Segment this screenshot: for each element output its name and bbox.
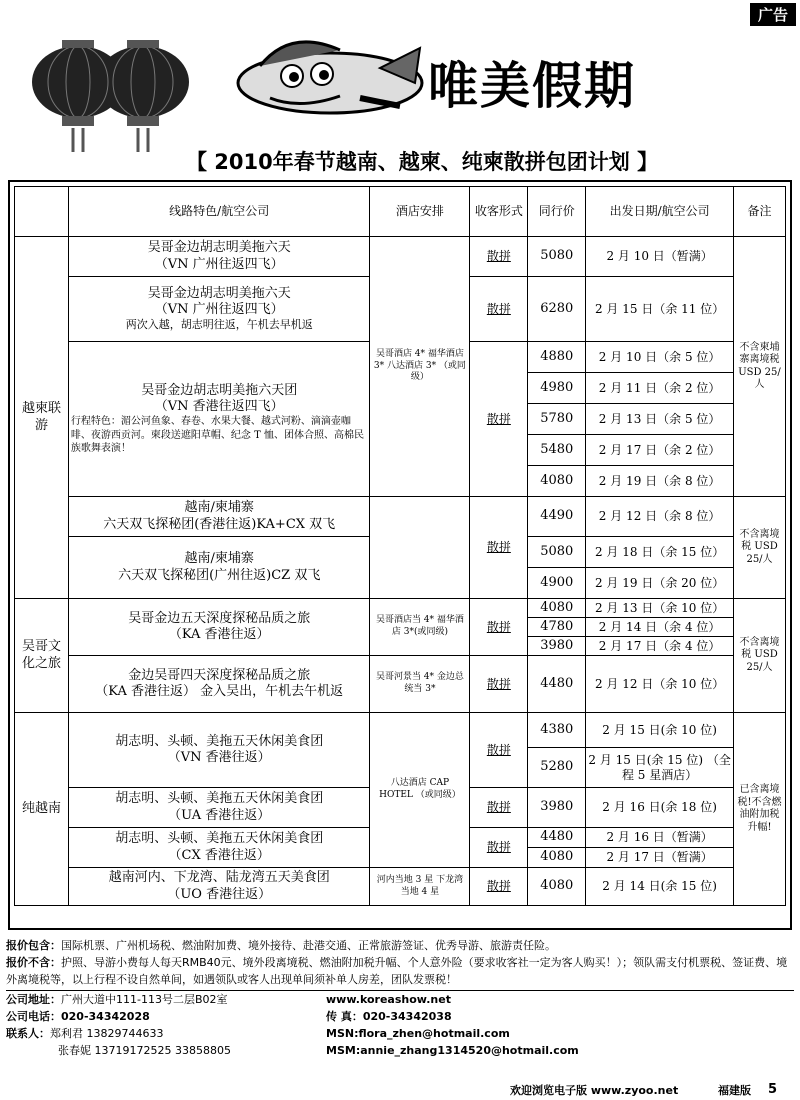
price-cell: 4080: [528, 599, 586, 618]
price-cell: 5080: [528, 537, 586, 568]
price-cell: 3980: [528, 788, 586, 828]
type-cell: 散拼: [470, 713, 528, 788]
price-excludes: 报价不含：护照、导游小费每人每天RMB40元、境外段离境税、燃油附加税升幅、个人意外险（要求收客社一定为客人购买！）；领队需支付机票税、签证费、境外离境税等，以上行程不设自然单间，如遇领队或客人出现单间须补单人房差，团队发票税！: [6, 956, 788, 986]
price-cell: 5280: [528, 748, 586, 788]
table-row: [15, 237, 786, 277]
date-cell: 2 月 17 日（余 2 位）: [586, 435, 734, 466]
note-cell: 已含离境税!不含燃油附加税升幅!: [734, 713, 786, 906]
edition-label: 福建版: [718, 1084, 751, 1097]
contact-row-2: 张春妮 13719172525 33858805 MSM:annie_zhang1314520@hotmail.com: [58, 1044, 579, 1057]
route-cell: 吴哥金边胡志明美拖六天 （VN 广州往返四飞）: [68, 237, 370, 277]
date-cell: 2 月 12 日（余 10 位）: [586, 656, 734, 713]
contact-row-1: 联系人：郑利君 13829744633 MSN:flora_zhen@hotmail.com: [6, 1027, 510, 1040]
table-row: [15, 656, 786, 713]
date-cell: 2 月 10 日（余 5 位）: [586, 342, 734, 373]
header-blank: [15, 187, 69, 237]
table-row: [15, 868, 786, 906]
type-cell: 散拼: [470, 237, 528, 277]
table-row: [15, 713, 786, 748]
group-yuejian: 越柬联游: [15, 237, 69, 599]
route-cell: 胡志明、头顿、美拖五天休闲美食团 （VN 香港往返）: [68, 713, 370, 788]
date-cell: 2 月 10 日（暂满）: [586, 237, 734, 277]
table-row: [15, 599, 786, 618]
type-cell: 散拼: [470, 828, 528, 868]
date-cell: 2 月 11 日（余 2 位）: [586, 373, 734, 404]
price-cell: 4780: [528, 618, 586, 637]
price-cell: 4490: [528, 497, 586, 537]
note-cell: 不含柬埔寨离境税 USD 25/人: [734, 237, 786, 497]
price-includes: 报价包含：国际机票、广州机场税、燃油附加费、境外接待、赴港交通、正常旅游签证、优秀导游、旅游责任险。: [6, 939, 556, 952]
ad-tag: 广告: [750, 3, 796, 26]
website-link[interactable]: www.koreashow.net: [326, 993, 451, 1006]
note-cell: 不含离境税 USD 25/人: [734, 599, 786, 713]
welcome-text: 欢迎浏览电子版 www.zyoo.net: [510, 1084, 679, 1097]
price-cell: 4380: [528, 713, 586, 748]
header-price: 同行价: [528, 187, 586, 237]
hotel-cell-empty: [370, 497, 470, 599]
table-row: [15, 497, 786, 537]
mascot-plane-icon: [230, 28, 430, 128]
header-note: 备注: [734, 187, 786, 237]
route-cell: 吴哥金边胡志明美拖六天团 （VN 香港往返四飞） 行程特色：湄公河鱼象、春卷、水果大餐、越式河粉、滴滴壶咖啡、夜游西贡河。柬段送遮阳草帽、纪念 T 恤、团体合照、高棉民族歌舞表演！: [68, 342, 370, 497]
price-cell: 4080: [528, 466, 586, 497]
lantern-illustration: [18, 22, 208, 162]
footer-info: [6, 937, 794, 1059]
type-cell: 散拼: [470, 277, 528, 342]
address-row: 公司地址：广州大道中111-113号二层B02室 www.koreashow.net: [6, 993, 451, 1006]
route-cell: 越南/柬埔寨 六天双飞探秘团(香港往返)KA+CX 双飞: [68, 497, 370, 537]
price-cell: 5480: [528, 435, 586, 466]
date-cell: 2 月 19 日（余 20 位）: [586, 568, 734, 599]
page-number: 5: [768, 1082, 778, 1097]
date-cell: 2 月 19 日（余 8 位）: [586, 466, 734, 497]
type-cell: 散拼: [470, 599, 528, 656]
route-cell: 胡志明、头顿、美拖五天休闲美食团 （UA 香港往返）: [68, 788, 370, 828]
date-cell: 2 月 15 日(余 15 位) （全程 5 星酒店）: [586, 748, 734, 788]
tour-table: [14, 186, 786, 906]
price-cell: 4480: [528, 656, 586, 713]
price-cell: 4980: [528, 373, 586, 404]
price-cell: 3980: [528, 637, 586, 656]
date-cell: 2 月 15 日(余 10 位): [586, 713, 734, 748]
type-cell: 散拼: [470, 342, 528, 497]
date-cell: 2 月 15 日（余 11 位）: [586, 277, 734, 342]
group-chunyue: 纯越南: [15, 713, 69, 906]
date-cell: 2 月 16 日（暂满）: [586, 828, 734, 848]
date-cell: 2 月 17 日（暂满）: [586, 848, 734, 868]
route-cell: 吴哥金边胡志明美拖六天 （VN 广州往返四飞） 两次入越，胡志明往返，午机去早机返: [68, 277, 370, 342]
type-cell: 散拼: [470, 788, 528, 828]
hotel-cell: 河内当地 3 星 下龙湾当地 4 星: [370, 868, 470, 906]
note-cell: 不含离境税 USD 25/人: [734, 497, 786, 599]
date-cell: 2 月 17 日（余 4 位）: [586, 637, 734, 656]
type-cell: 散拼: [470, 656, 528, 713]
group-wenhua: 吴哥文化之旅: [15, 599, 69, 713]
hotel-cell: 八达酒店 CAP HOTEL （或同级）: [370, 713, 470, 868]
price-cell: 4080: [528, 868, 586, 906]
phone-row: 公司电话：020-34342028 传 真： 020-34342038: [6, 1010, 452, 1023]
price-cell: 5080: [528, 237, 586, 277]
header-hotel: 酒店安排: [370, 187, 470, 237]
date-cell: 2 月 13 日（余 10 位）: [586, 599, 734, 618]
price-cell: 4900: [528, 568, 586, 599]
route-cell: 越南/柬埔寨 六天双飞探秘团(广州往返)CZ 双飞: [68, 537, 370, 599]
route-cell: 越南河内、下龙湾、陆龙湾五天美食团 （UO 香港往返）: [68, 868, 370, 906]
price-cell: 6280: [528, 277, 586, 342]
page-title: 唯美假期: [428, 57, 636, 115]
route-cell: 胡志明、头顿、美拖五天休闲美食团 （CX 香港往返）: [68, 828, 370, 868]
price-cell: 5780: [528, 404, 586, 435]
type-cell: 散拼: [470, 868, 528, 906]
date-cell: 2 月 13 日（余 5 位）: [586, 404, 734, 435]
price-cell: 4480: [528, 828, 586, 848]
type-cell: 散拼: [470, 497, 528, 599]
header-route: 线路特色/航空公司: [68, 187, 370, 237]
header-date: 出发日期/航空公司: [586, 187, 734, 237]
date-cell: 2 月 14 日(余 15 位): [586, 868, 734, 906]
date-cell: 2 月 18 日（余 15 位）: [586, 537, 734, 568]
date-cell: 2 月 12 日（余 8 位）: [586, 497, 734, 537]
header-type: 收客形式: [470, 187, 528, 237]
table-header-row: [15, 187, 786, 237]
price-cell: 4880: [528, 342, 586, 373]
date-cell: 2 月 14 日（余 4 位）: [586, 618, 734, 637]
hotel-cell: 吴哥酒店 4* 福华酒店 3* 八达酒店 3* （或同级）: [370, 237, 470, 497]
route-cell: 吴哥金边五天深度探秘品质之旅 （KA 香港往返）: [68, 599, 370, 656]
route-cell: 金边吴哥四天深度探秘品质之旅 （KA 香港往返） 金入吴出，午机去午机返: [68, 656, 370, 713]
hotel-cell: 吴哥酒店当 4* 福华酒店 3*(或同级): [370, 599, 470, 656]
price-cell: 4080: [528, 848, 586, 868]
hotel-cell: 吴哥河景当 4* 金边总统当 3*: [370, 656, 470, 713]
page-subtitle: 【 2010年春节越南、越柬、纯柬散拼包团计划 】: [186, 150, 659, 174]
date-cell: 2 月 16 日(余 18 位): [586, 788, 734, 828]
